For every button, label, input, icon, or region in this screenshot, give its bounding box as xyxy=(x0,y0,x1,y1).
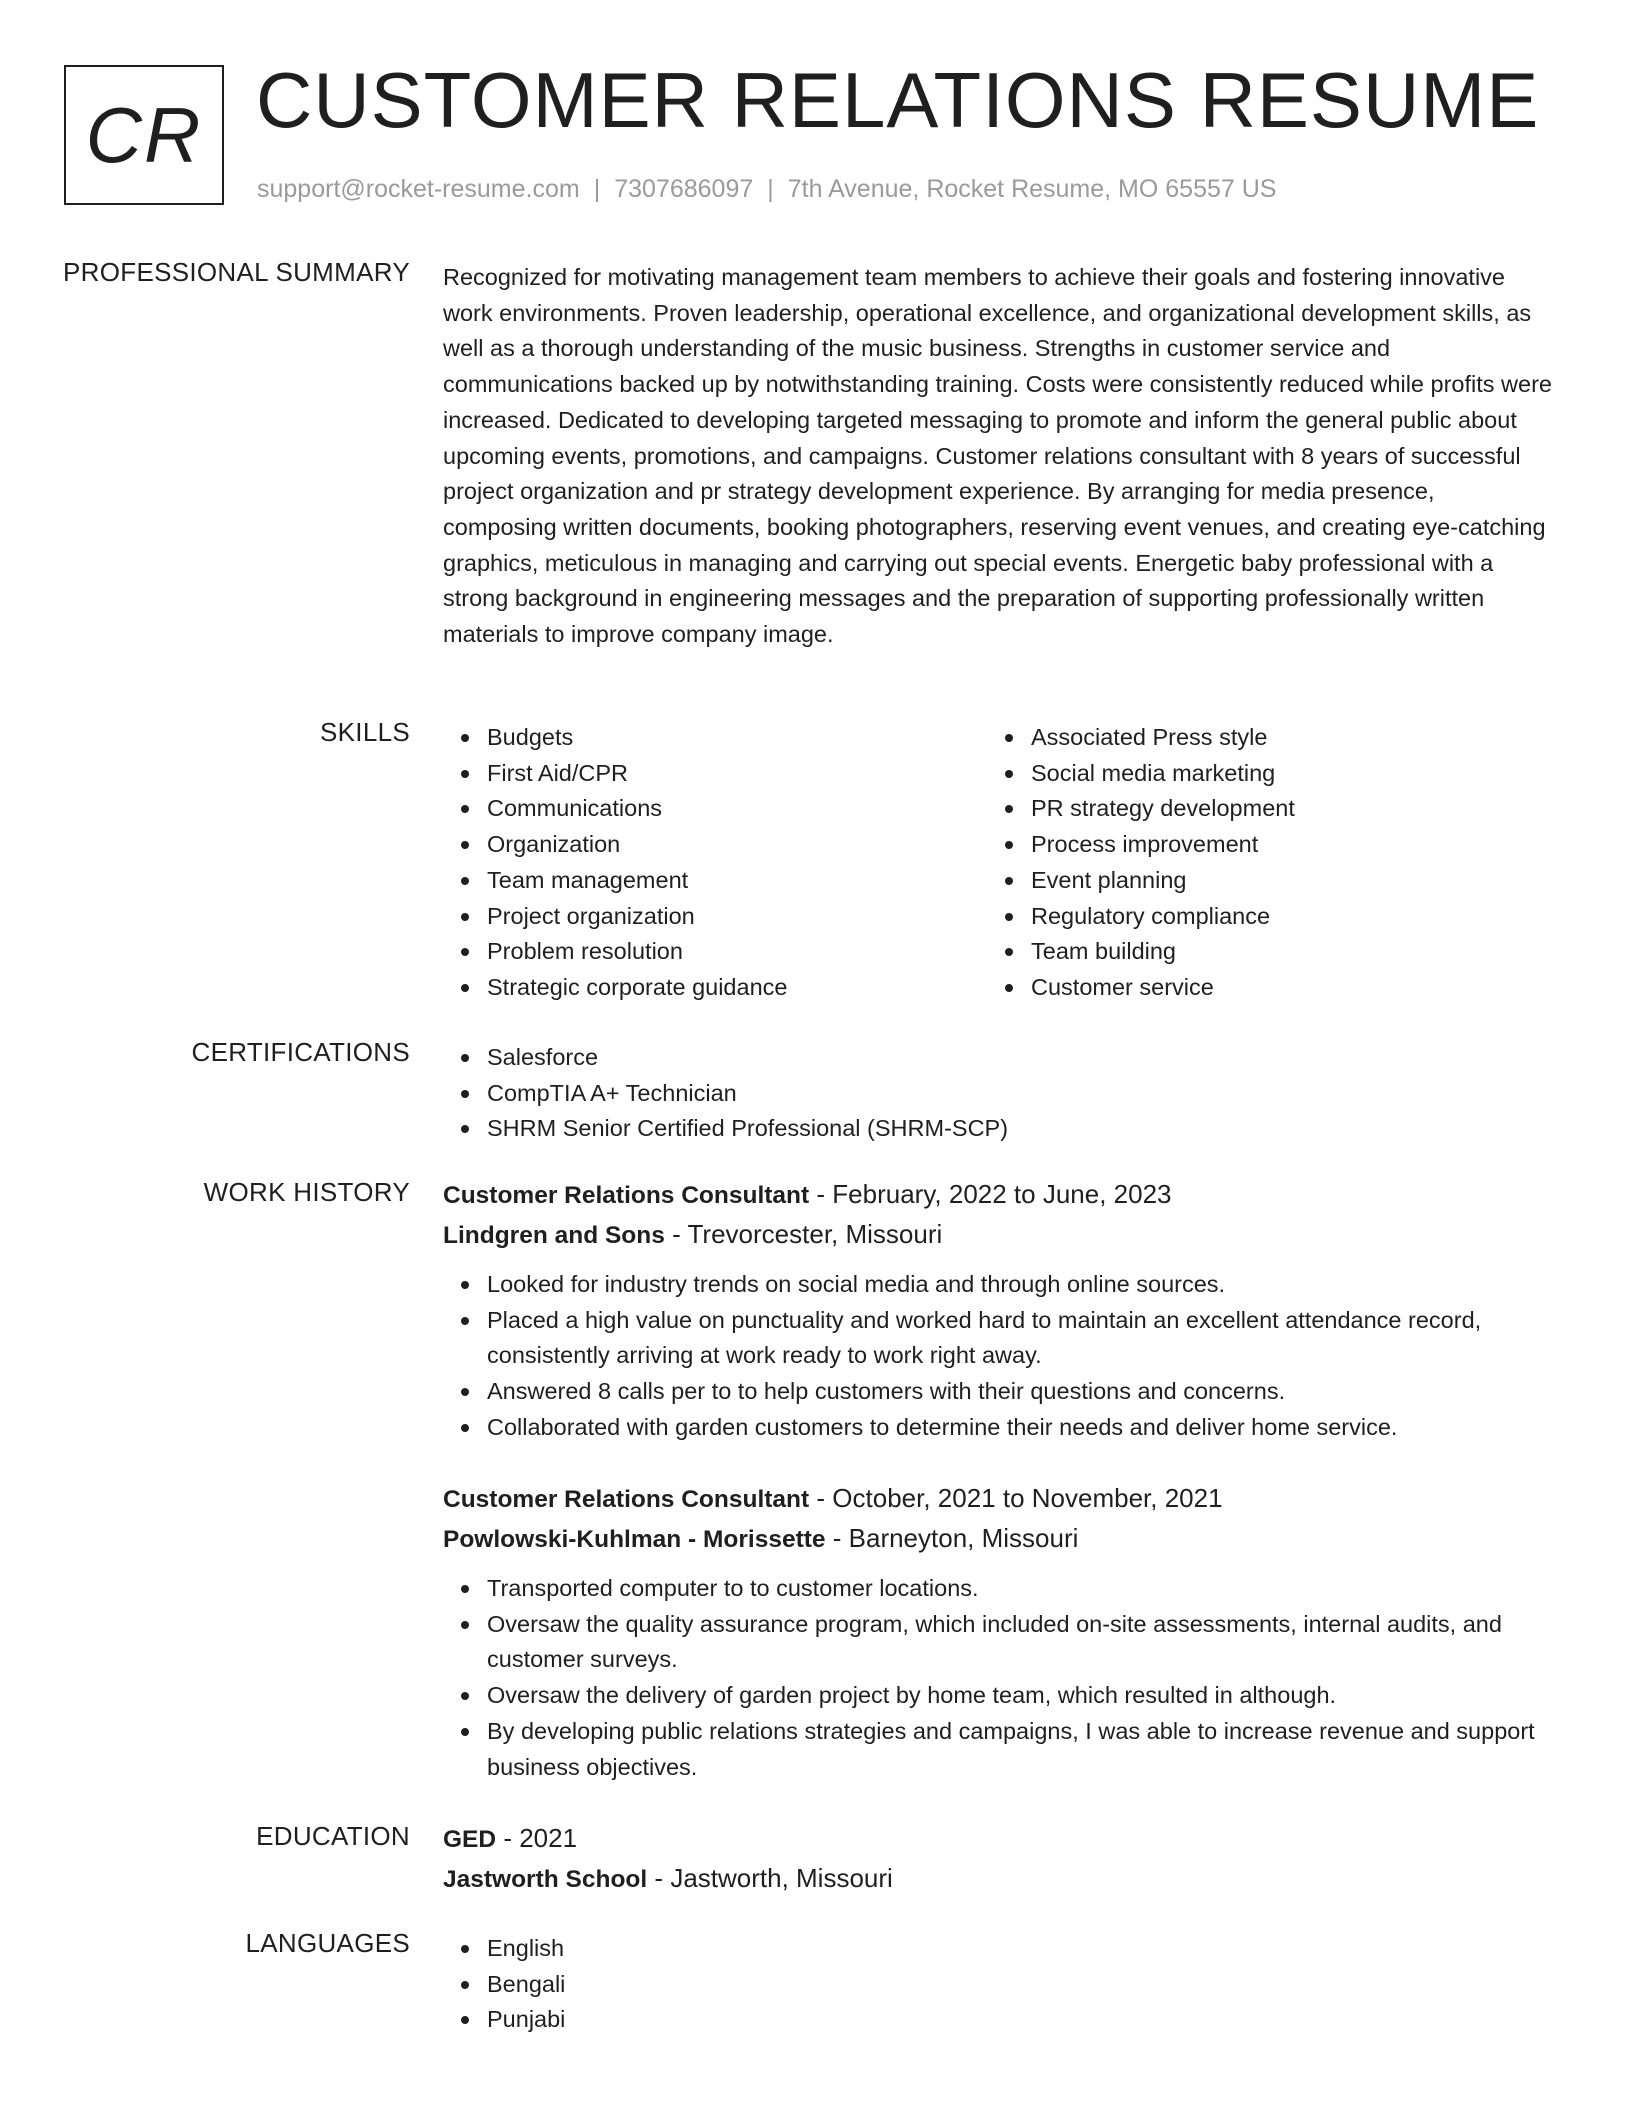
list-item: Project organization xyxy=(443,899,987,935)
contact-email: support@rocket-resume.com xyxy=(257,175,580,203)
list-item: Team management xyxy=(443,863,987,899)
job-company: Lindgren and Sons xyxy=(443,1222,665,1249)
list-item: Oversaw the quality assurance program, which included on-site assessments, internal audits, and customer surveys. xyxy=(443,1607,1553,1678)
education-location: Jastworth, Missouri xyxy=(670,1863,893,1893)
list-item: Regulatory compliance xyxy=(987,899,1531,935)
list-item: Looked for industry trends on social media and through online sources. xyxy=(443,1267,1553,1303)
section-label-languages: LANGUAGES xyxy=(245,1928,410,1958)
list-item: Associated Press style xyxy=(987,720,1531,756)
job-title: Customer Relations Consultant xyxy=(443,1182,810,1209)
contact-separator: | xyxy=(593,175,601,203)
summary-text: Recognized for motivating management team members to achieve their goals and fostering innovative work environments. Proven leadership, operational excellence, and organizational development skills, as well as a thorough understanding of the music business. Strengths in customer service and communications backed up by notwithstanding training. Costs were consistently reduced while profits were increased. Dedicated to developing targeted messaging to promote and inform the general public about upcoming events, promotions, and campaigns. Customer relations consultant with 8 years of successful project organization and pr strategy development experience. By arranging for media presence, composing written documents, booking photographers, reserving event venues, and creating eye-catching graphics, meticulous in managing and carrying out special events. Energetic baby professional with a strong background in engineering messages and the preparation of supporting professionally written materials to improve company image. xyxy=(443,264,1552,648)
skills-body xyxy=(443,720,1553,1006)
section-label-summary: PROFESSIONAL SUMMARY xyxy=(63,257,410,287)
skills-list-left xyxy=(443,720,987,1006)
job-company: Powlowski-Kuhlman - Morissette xyxy=(443,1526,826,1553)
dash: - xyxy=(664,1219,688,1249)
contact-address: 7th Avenue, Rocket Resume, MO 65557 US xyxy=(787,175,1277,203)
job-location: Trevorcester, Missouri xyxy=(687,1219,943,1249)
monogram-initials: CR xyxy=(85,90,203,179)
dash: - xyxy=(496,1823,520,1853)
languages-list xyxy=(443,1931,1553,2038)
job-company-line xyxy=(443,1215,1553,1255)
list-item: SHRM Senior Certified Professional (SHRM-SCP) xyxy=(443,1111,1553,1147)
list-item: Answered 8 calls per to to help customers with their questions and concerns. xyxy=(443,1374,1553,1410)
list-item: PR strategy development xyxy=(987,791,1531,827)
job-location: Barneyton, Missouri xyxy=(848,1523,1079,1553)
section-label-education: EDUCATION xyxy=(256,1821,410,1851)
monogram-box xyxy=(64,65,224,205)
contact-phone: 7307686097 xyxy=(614,175,754,203)
list-item: Organization xyxy=(443,827,987,863)
summary-body xyxy=(443,260,1553,653)
list-item: Placed a high value on punctuality and worked hard to maintain an excellent attendance record, consistently arriving at work ready to work right away. xyxy=(443,1303,1553,1374)
job-title-line xyxy=(443,1175,1553,1215)
education-degree: GED xyxy=(443,1826,497,1853)
contact-separator: | xyxy=(767,175,774,203)
dash: - xyxy=(647,1863,671,1893)
list-item: English xyxy=(443,1931,1553,1967)
list-item: Strategic corporate guidance xyxy=(443,970,987,1006)
skills-list-right xyxy=(987,720,1531,1006)
education-school: Jastworth School xyxy=(443,1866,648,1893)
certifications-list xyxy=(443,1040,1553,1147)
list-item: Customer service xyxy=(987,970,1531,1006)
list-item: Budgets xyxy=(443,720,987,756)
job-entry xyxy=(443,1175,1553,1446)
job-bullets xyxy=(443,1571,1553,1785)
skills-grid xyxy=(443,720,1553,1006)
education-body xyxy=(443,1819,1553,1899)
list-item: By developing public relations strategies and campaigns, I was able to increase revenue and support business objectives. xyxy=(443,1714,1553,1785)
list-item: Team building xyxy=(987,934,1531,970)
job-dates: February, 2022 to June, 2023 xyxy=(832,1179,1172,1209)
resume-title: CUSTOMER RELATIONS RESUME xyxy=(256,56,1540,144)
list-item: Transported computer to to customer locations. xyxy=(443,1571,1553,1607)
list-item: Collaborated with garden customers to determine their needs and deliver home service. xyxy=(443,1410,1553,1446)
list-item: Problem resolution xyxy=(443,934,987,970)
dash: - xyxy=(809,1483,833,1513)
dash: - xyxy=(825,1523,849,1553)
section-label-work-history: WORK HISTORY xyxy=(203,1177,410,1207)
list-item: Communications xyxy=(443,791,987,827)
list-item: Salesforce xyxy=(443,1040,1553,1076)
list-item: CompTIA A+ Technician xyxy=(443,1076,1553,1112)
education-degree-line xyxy=(443,1819,1553,1859)
list-item: Oversaw the delivery of garden project by home team, which resulted in although. xyxy=(443,1678,1553,1714)
list-item: Event planning xyxy=(987,863,1531,899)
contact-line xyxy=(257,174,1276,204)
job-dates: October, 2021 to November, 2021 xyxy=(832,1483,1223,1513)
education-year: 2021 xyxy=(519,1823,578,1853)
list-item: First Aid/CPR xyxy=(443,756,987,792)
list-item: Bengali xyxy=(443,1967,1553,2003)
dash: - xyxy=(809,1179,833,1209)
section-label-certifications: CERTIFICATIONS xyxy=(191,1037,410,1067)
job-entry xyxy=(443,1479,1553,1785)
section-label-skills: SKILLS xyxy=(320,717,410,747)
job-bullets xyxy=(443,1267,1553,1446)
job-title-line xyxy=(443,1479,1553,1519)
list-item: Process improvement xyxy=(987,827,1531,863)
list-item: Punjabi xyxy=(443,2002,1553,2038)
education-school-line xyxy=(443,1859,1553,1899)
job-company-line xyxy=(443,1519,1553,1559)
job-title: Customer Relations Consultant xyxy=(443,1486,810,1513)
list-item: Social media marketing xyxy=(987,756,1531,792)
languages-body xyxy=(443,1931,1553,2038)
certifications-body xyxy=(443,1040,1553,1147)
